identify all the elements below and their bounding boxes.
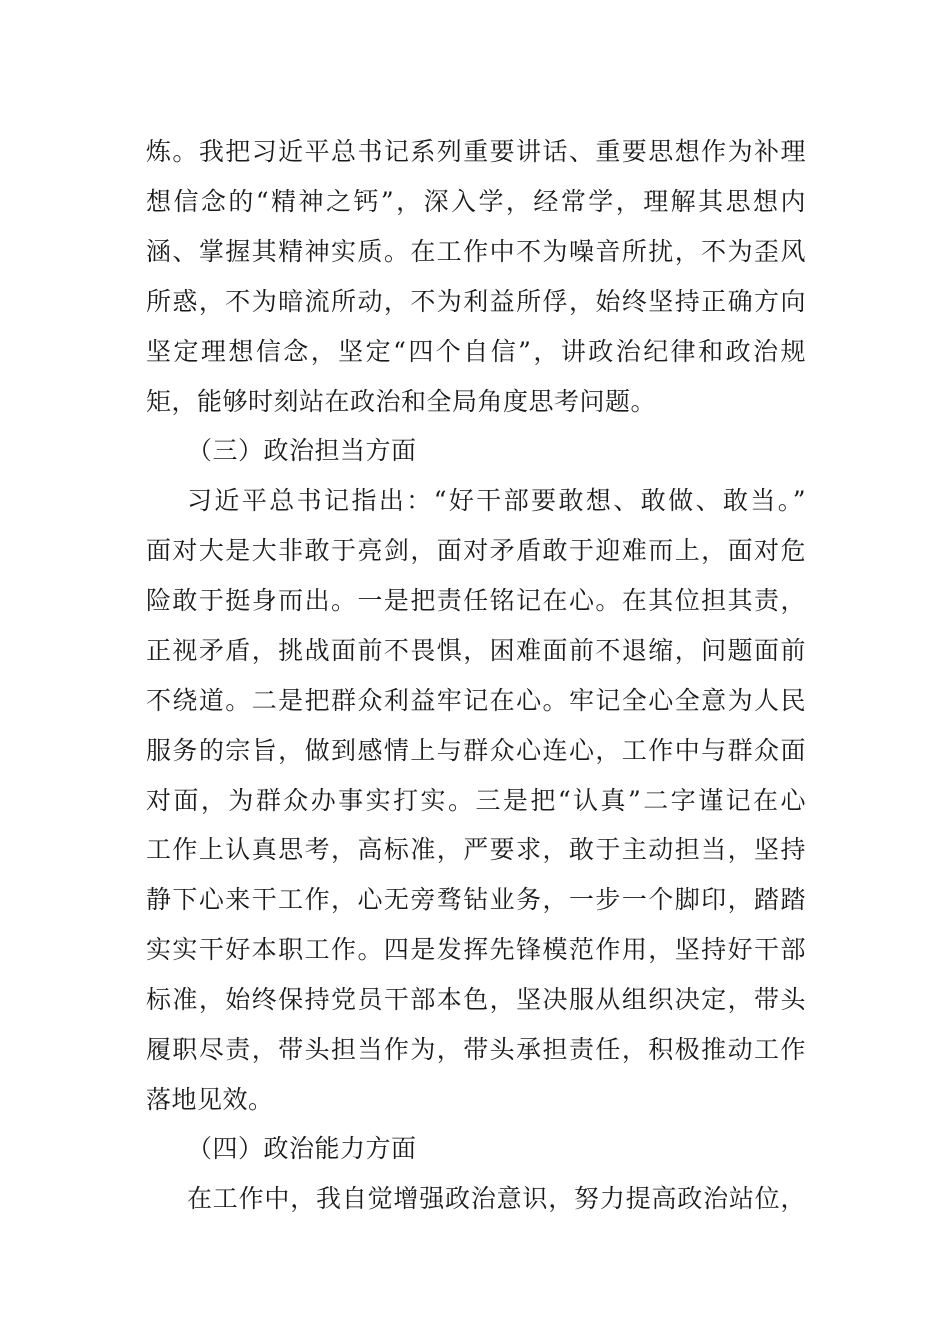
- body-text-line: 静下心来干工作，心无旁骛钻业务，一步一个脚印，踏踏: [146, 885, 806, 914]
- body-text-line: 实实干好本职工作。四是发挥先锋模范作用，坚持好干部: [146, 935, 806, 964]
- body-text-line: 习近平总书记指出：“好干部要敢想、敢做、敢当。”: [187, 486, 806, 515]
- body-text-line: 险敢于挺身而出。一是把责任铭记在心。在其位担其责，: [146, 586, 806, 615]
- body-text-line: 矩，能够时刻站在政治和全局角度思考问题。: [146, 387, 657, 416]
- body-text-line: 在工作中，我自觉增强政治意识，努力提高政治站位，: [187, 1184, 806, 1213]
- body-text-line: 服务的宗旨，做到感情上与群众心连心，工作中与群众面: [146, 736, 806, 765]
- body-text-line: 炼。我把习近平总书记系列重要讲话、重要思想作为补理: [146, 137, 806, 166]
- body-text-line: 涵、掌握其精神实质。在工作中不为噪音所扰，不为歪风: [146, 237, 806, 266]
- body-text-line: 坚定理想信念，坚定“四个自信”，讲政治纪律和政治规: [146, 337, 806, 366]
- body-text-line: 对面，为群众办事实打实。三是把“认真”二字谨记在心: [146, 786, 806, 815]
- body-text-line: 工作上认真思考，高标准，严要求，敢于主动担当，坚持: [146, 835, 806, 864]
- body-text-line: 所惑，不为暗流所动，不为利益所俘，始终坚持正确方向: [146, 287, 806, 316]
- body-text-line: 标准，始终保持党员干部本色，坚决服从组织决定，带头: [146, 985, 806, 1014]
- body-text-line: 不绕道。二是把群众利益牢记在心。牢记全心全意为人民: [146, 686, 806, 715]
- body-text-line: 落地见效。: [146, 1085, 274, 1114]
- section-heading: （三）政治担当方面: [187, 436, 417, 465]
- section-heading: （四）政治能力方面: [187, 1134, 417, 1163]
- body-text-line: 履职尽责，带头担当作为，带头承担责任，积极推动工作: [146, 1035, 806, 1064]
- body-text-line: 面对大是大非敢于亮剑，面对矛盾敢于迎难而上，面对危: [146, 536, 806, 565]
- body-text-line: 想信念的“精神之钙”，深入学，经常学，理解其思想内: [146, 187, 806, 216]
- body-text-line: 正视矛盾，挑战面前不畏惧，困难面前不退缩，问题面前: [146, 636, 806, 665]
